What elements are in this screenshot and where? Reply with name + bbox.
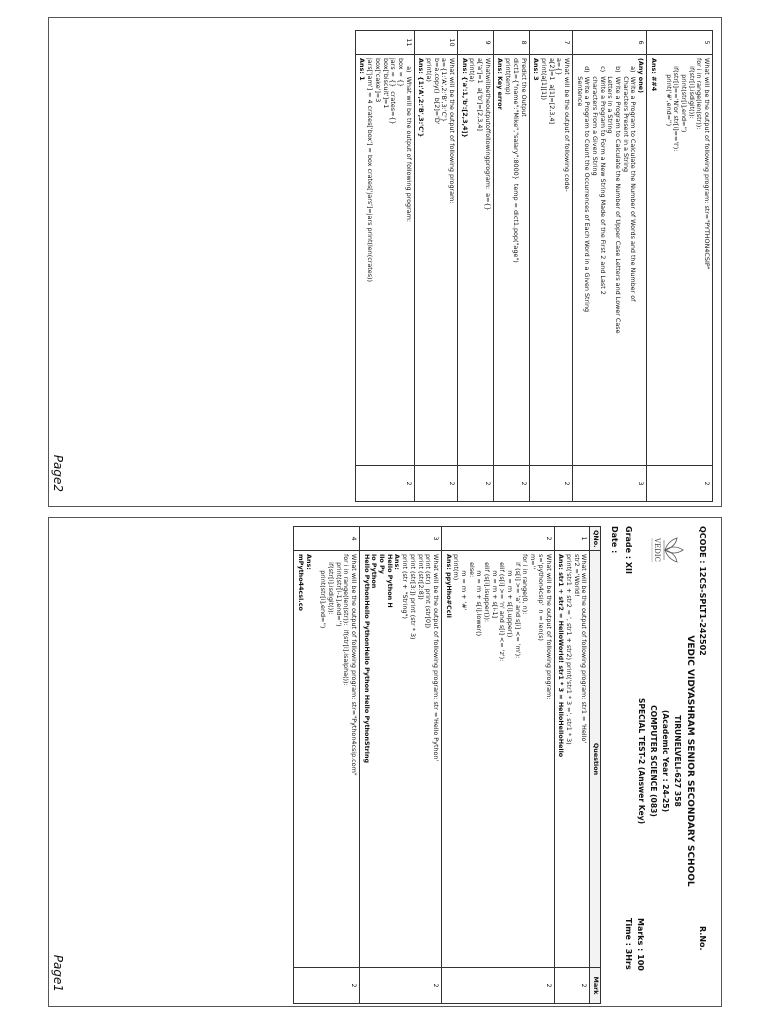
lotus-logo-icon	[645, 528, 689, 572]
answer-line: Ans: {1:'A',2:'B',3:'C'}	[417, 58, 426, 138]
grade: Grade : XII	[624, 526, 633, 574]
academic-year: (Academic Year : 24-25)	[661, 709, 670, 813]
table-row	[294, 527, 360, 1004]
question-line: Characters Present in a String	[621, 58, 630, 173]
question-line: Letters in a String	[606, 58, 615, 134]
question-line: print (str + "String")	[401, 554, 410, 619]
question-line: print (str) print (str[0])	[424, 554, 433, 629]
answer-line: Ans:	[304, 554, 313, 570]
question-line: print(str[i],end='')	[319, 554, 328, 629]
question-line: What will be the output of following program:	[448, 58, 457, 204]
question-line: a['a']=1 a['b']=[2,3,4]	[476, 58, 485, 131]
question-line: m = m + '#'	[460, 554, 468, 611]
date: Date :	[610, 526, 619, 554]
question-number: 8	[493, 31, 529, 55]
question-mark: 2	[458, 466, 494, 502]
table-row	[360, 527, 442, 1004]
question-number: 2	[441, 527, 554, 551]
question-line: for i in range(len(str)):	[695, 58, 704, 130]
question-mark: 2	[529, 466, 572, 502]
question-number: 10	[414, 31, 457, 55]
question-cell	[573, 55, 647, 466]
question-mark: 2	[647, 466, 713, 502]
question-mark: 2	[554, 968, 590, 1004]
answer-line: Hello PythonHello PythonHello Python Hello PythonString	[362, 554, 371, 764]
question-table-page-2	[355, 30, 713, 502]
time-allowed: Time : 3Hrs	[624, 918, 633, 970]
answer-line: Ans: 3	[532, 58, 541, 81]
table-row	[414, 31, 457, 502]
question-number: 1	[554, 527, 590, 551]
qcode: QCODE : 12CS-SPLT1-242502	[698, 526, 707, 656]
school-name: VEDIC VIDYASHRAM SENIOR SECONDARY SCHOOL	[685, 635, 695, 887]
table-row	[573, 31, 647, 502]
question-line: print(temp)	[504, 58, 513, 95]
question-line: a={}	[555, 58, 564, 76]
question-line: print(str[i-1],end='')	[334, 554, 343, 627]
question-cell	[294, 551, 360, 968]
question-cell	[458, 55, 494, 466]
answer-line: Ans: 1	[358, 58, 367, 81]
answer-sheet-page-2	[48, 17, 722, 507]
question-line: elif (s[i] >= 'n' and s[i] <= 'z'):	[498, 554, 507, 662]
question-line: What will be the output of following program: str="PYTHON4CSIP"	[703, 58, 711, 270]
table-header-row	[590, 527, 601, 1004]
question-cell	[493, 55, 529, 466]
answer-line: Ans: str1 + str2 = HelloWorld! str1 * 3 = HelloHelloHello	[557, 554, 566, 758]
question-line	[312, 554, 319, 964]
question-line: m = m + s[i-1]	[490, 554, 499, 619]
question-line: print(a)	[468, 58, 477, 82]
question-cell	[441, 551, 554, 968]
answer-line: Ans:	[393, 554, 402, 570]
question-cell	[414, 55, 457, 466]
question-line: print (str[2:8])	[416, 554, 425, 600]
question-line: box['biscuit']=1	[381, 58, 390, 109]
question-line: print(a[1][1])	[539, 58, 548, 101]
page-number: Page2	[51, 454, 65, 492]
question-line: if (s[i] >= 'a' and s[i] <= 'm'):	[513, 554, 522, 659]
answer-sheet-page-1	[48, 517, 722, 1007]
table-row	[355, 31, 414, 502]
question-line: else:	[467, 554, 476, 578]
question-line: dict1={"name":"Mike","salary":8000} temp = dict1.pop("age")	[511, 58, 520, 263]
question-line: if(str[i].isdigit()):	[327, 554, 335, 615]
question-line: elif (s[i].isupper()):	[483, 554, 492, 622]
question-cell	[529, 55, 572, 466]
question-line: What will be the output of following code-	[563, 58, 571, 192]
answer-line: lo Python	[370, 554, 379, 589]
question-cell	[355, 55, 414, 466]
question-line: print (str[3:]) print (str * 3)	[408, 554, 417, 640]
question-line: print(str[i],end='')	[679, 58, 688, 133]
question-line: a[2]=1 a[1]=[2,3,4]	[547, 58, 556, 125]
question-line: characters From a Given String	[591, 58, 600, 176]
logo-text: VEDIC	[653, 538, 661, 562]
answer-line: llo Py	[378, 554, 387, 574]
answer-line: mPytho44csi.co	[296, 554, 305, 611]
question-cell	[647, 55, 713, 466]
subject: COMPUTER SCIENCE (083)	[649, 705, 658, 817]
table-row	[458, 31, 494, 502]
question-mark: 2	[355, 466, 414, 502]
question-number: 4	[294, 527, 360, 551]
question-mark: 2	[414, 466, 457, 502]
question-number: 3	[360, 527, 442, 551]
max-marks: Marks : 100	[636, 918, 645, 971]
question-line: c) Write a Program to Form a New String Made of the First 2 and Last 2	[598, 58, 607, 295]
question-line: if(str[i].isdigit()):	[687, 58, 696, 119]
roll-number-label: R.No.	[698, 926, 707, 951]
question-line: if(str[i]=='N'or str[i]=='I'):	[672, 58, 681, 152]
page-number: Page1	[51, 954, 65, 992]
question-line: Whatwillbetheoutputoffollowingprogram: a={}	[483, 58, 492, 211]
question-line: for i in range(0, n):	[521, 554, 530, 615]
question-line	[657, 58, 664, 462]
question-mark: 3	[573, 466, 647, 502]
question-number: 9	[458, 31, 494, 55]
test-title: SPECIAL TEST-2 (Answer Key)	[637, 697, 646, 825]
question-line: Predict the Output	[519, 58, 528, 117]
question-mark: 2	[441, 968, 554, 1004]
question-line: print('str1 + str2 = ', str1 + str2) print('str1 * 3 =', str1 * 3)	[564, 554, 573, 745]
question-line: print(m)	[452, 554, 461, 581]
question-line: print(a)	[425, 58, 433, 82]
question-line: b) Write a Program to Calculate the Number of Upper Case Letters and Lower Case	[614, 58, 623, 334]
table-row	[493, 31, 529, 502]
question-mark: 2	[360, 968, 442, 1004]
question-number: 7	[529, 31, 572, 55]
question-line: box = {}	[396, 58, 405, 88]
question-line: What will be the output of following program: str ='Hello Python'	[431, 554, 440, 762]
question-line: s='python4csip' n = len(s)	[536, 554, 545, 641]
table-row	[554, 527, 590, 1004]
exam-header	[603, 526, 709, 996]
question-line: m = m + s[i].upper()	[506, 554, 515, 638]
question-line: print('#',end='')	[664, 58, 673, 127]
question-line: m=''	[529, 554, 538, 570]
rotated-page-2	[49, 18, 721, 506]
answer-line: Ans: Key error	[496, 58, 505, 110]
question-line: b=a.copy() b[2]='D'	[432, 58, 441, 125]
col-header-question: Question	[590, 551, 601, 968]
table-row	[647, 31, 713, 502]
question-line: a) What will be the output of following program:	[404, 58, 413, 223]
table-row	[441, 527, 554, 1004]
question-mark: 2	[294, 968, 360, 1004]
question-line: box['cake']=3	[373, 58, 382, 103]
question-line: d) Write a Program to Count the Occurrences of Each Word in a Given String	[583, 58, 592, 313]
school-logo	[645, 528, 689, 572]
question-number: 6	[573, 31, 647, 55]
question-line: jars = {} crates={}	[389, 58, 398, 125]
question-mark: 2	[493, 466, 529, 502]
question-cell	[360, 551, 442, 968]
question-table-body	[294, 527, 590, 1004]
question-line: What will be the output of following program:	[544, 554, 553, 700]
question-number: 11	[355, 31, 414, 55]
question-number: 5	[647, 31, 713, 55]
rotated-page-1	[49, 518, 721, 1006]
question-line: Sentence	[575, 58, 584, 107]
question-table-page-1	[293, 526, 601, 1004]
answer-line: Ans: ##4	[649, 58, 658, 92]
answer-line: (Any one)	[637, 58, 646, 94]
question-line: What will be the output of following program: str="Python4csip.com"	[350, 554, 359, 776]
answer-line: Hello Python H	[385, 554, 394, 608]
answer-line: Ans: ppyHho#Ccli	[444, 554, 453, 618]
answer-line: Ans: {'a':1,'b':[2,3,4]}	[460, 58, 469, 138]
question-line: jars['jam'] = 4 crates['box'] = box crates['jars']=jars print(len(crates))	[366, 58, 375, 283]
question-line: a) Write a Program to Calculate the Number of Words and the Number of	[629, 58, 638, 302]
question-line: str2 ='World!	[572, 554, 581, 597]
school-city: TIRUNELVELI-627 358	[673, 715, 682, 807]
col-header-qno: QNo.	[590, 527, 601, 551]
question-line: m = m + s[i].lower()	[475, 554, 484, 637]
table-row	[529, 31, 572, 502]
col-header-mark: Mark	[590, 968, 601, 1004]
question-line: What will be the output of following program: str1 = 'Hello'	[580, 554, 589, 744]
question-cell	[554, 551, 590, 968]
question-line: a={1:'A',2:'B',3:'C'}	[440, 58, 449, 122]
question-line: for i in range(len(str)): if(str[i].isalpha()):	[342, 554, 351, 686]
question-table-body	[355, 31, 712, 502]
